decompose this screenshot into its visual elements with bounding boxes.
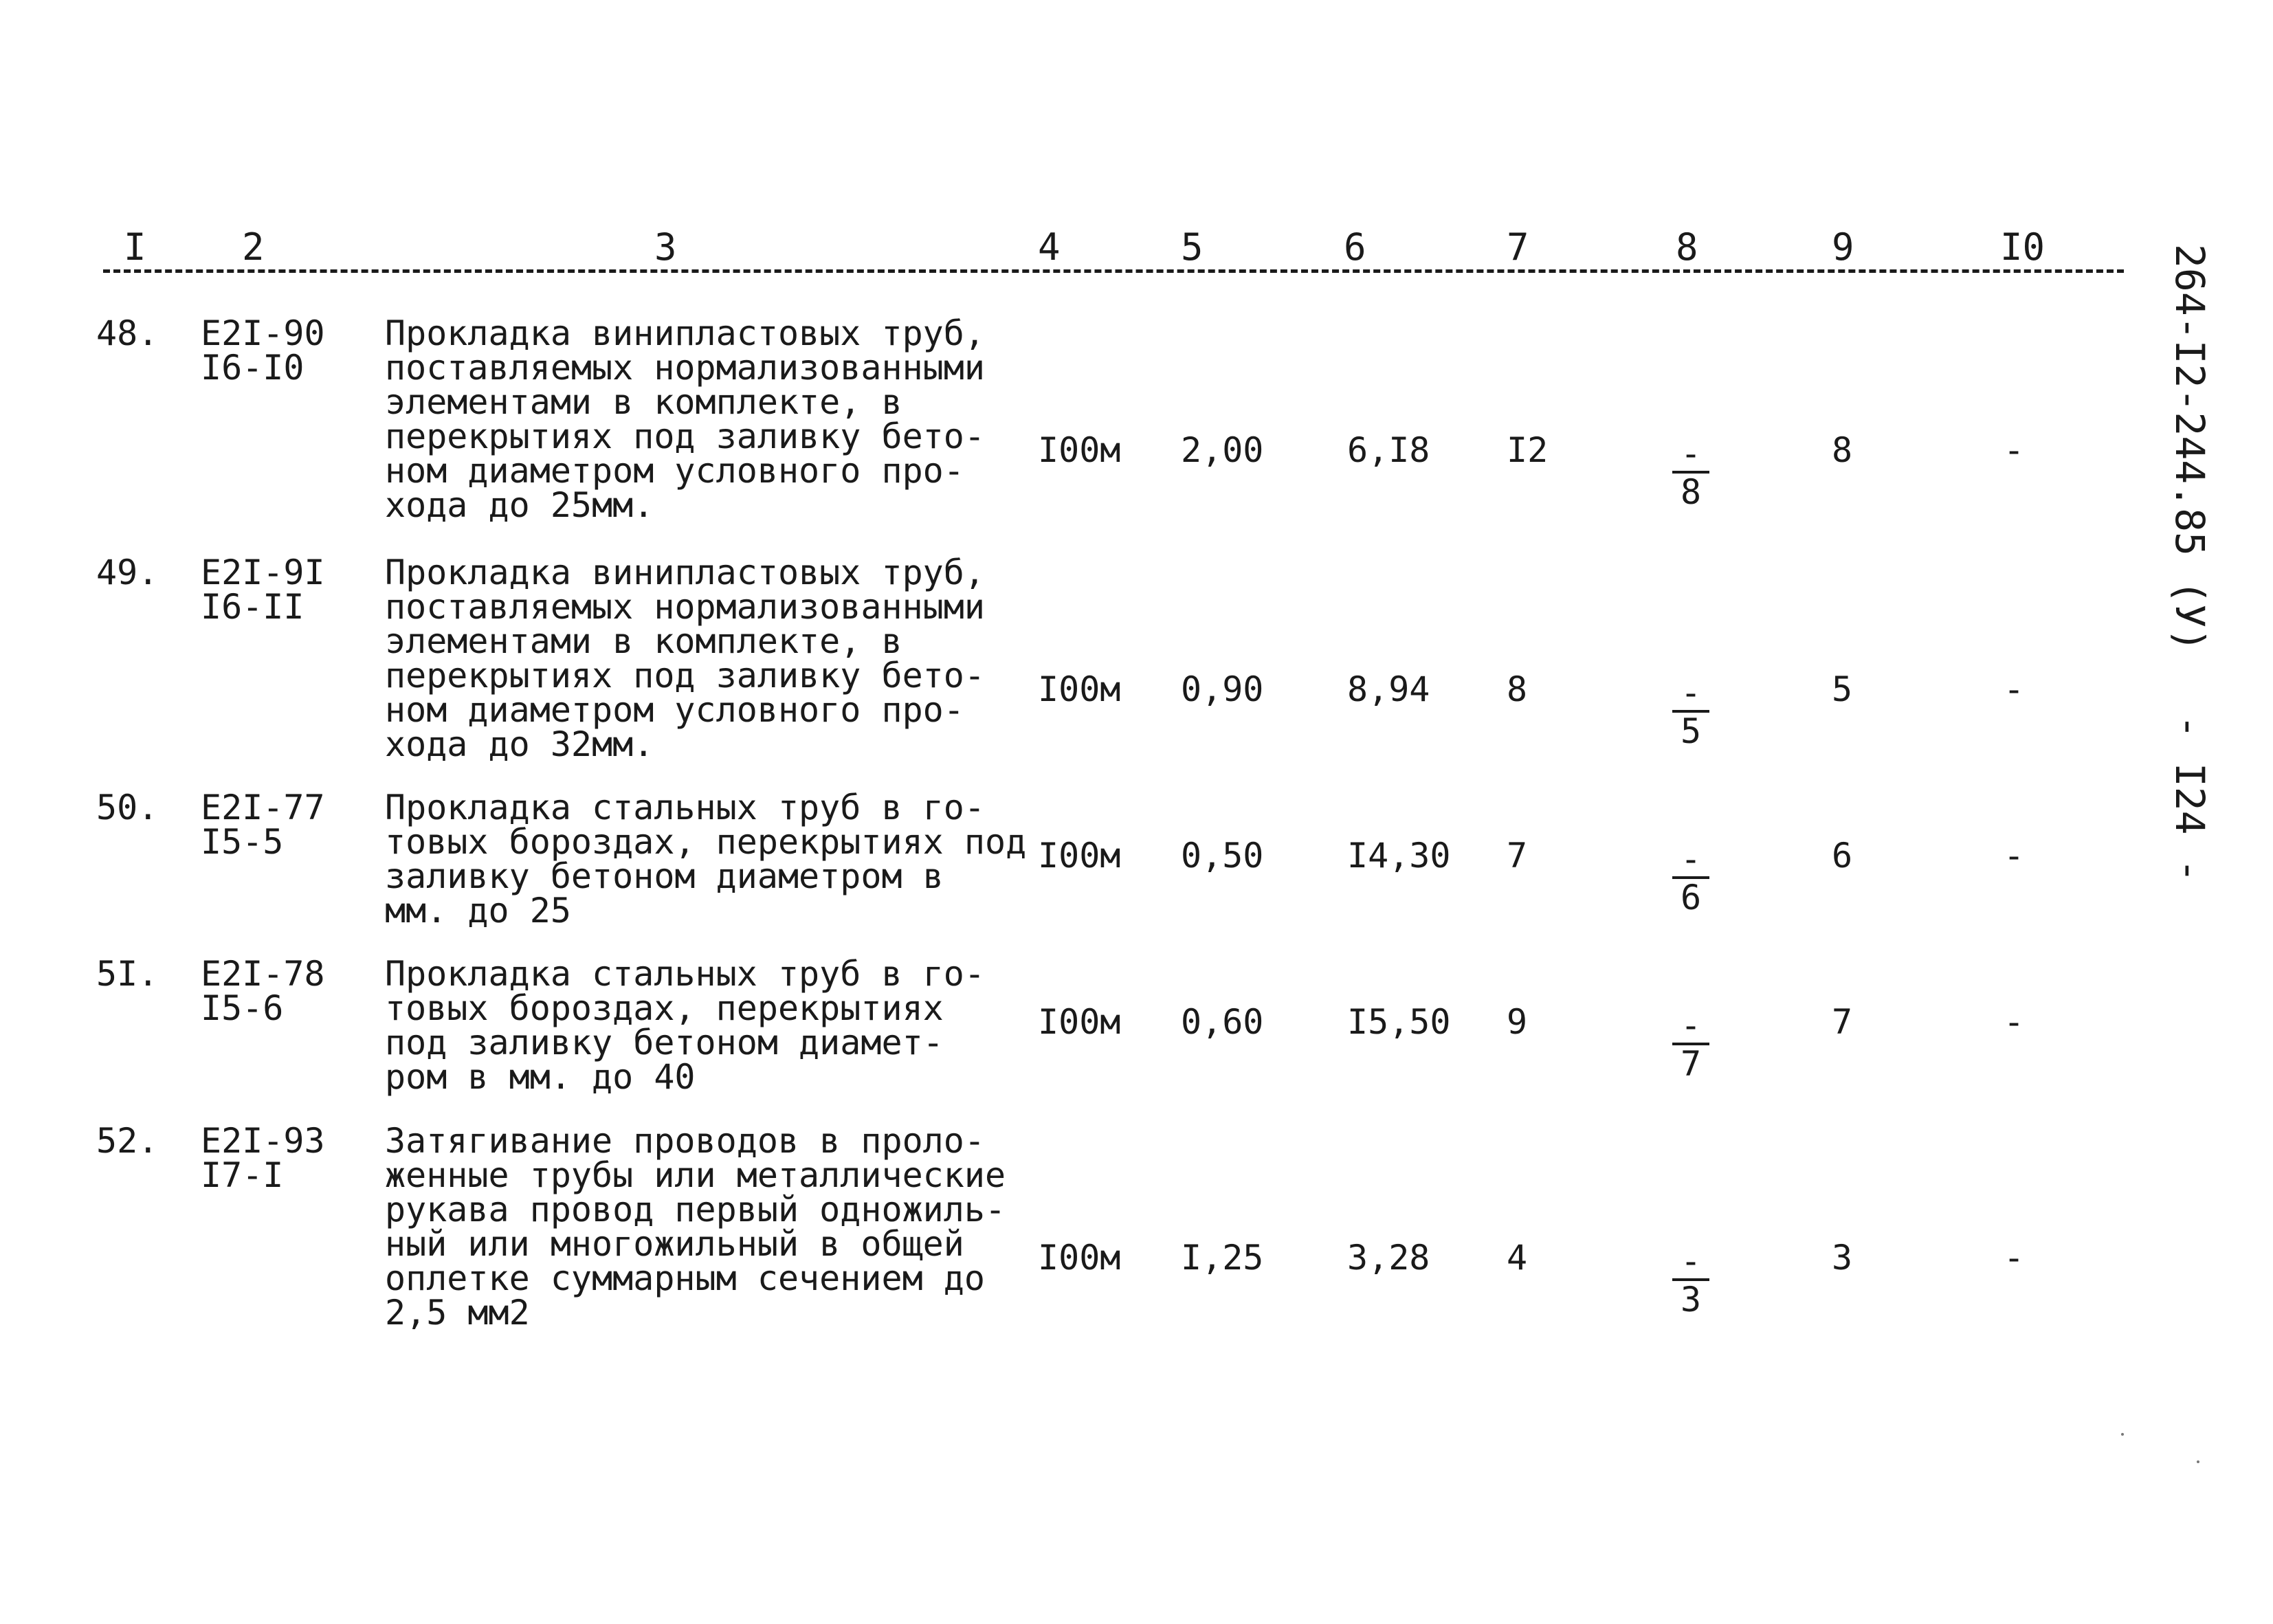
column-10-value: - (2004, 1002, 2025, 1042)
total: I2 (1507, 430, 1549, 470)
rate: I5,50 (1347, 1002, 1451, 1042)
fraction-value: - 6 (1670, 842, 1711, 916)
row-number: 5I. (96, 954, 159, 994)
total: 4 (1507, 1238, 1528, 1278)
quantity: 2,00 (1181, 430, 1264, 470)
rate: 6,I8 (1347, 430, 1430, 470)
work-description: Прокладка стальных труб в го- товых бороздах, перекрытиях под заливку бетоном диаметром в мм. до 25 (385, 788, 1027, 931)
column-10-value: - (2004, 669, 2025, 709)
total: 9 (1507, 1002, 1528, 1042)
column-9-value: 6 (1832, 836, 1853, 876)
column-10-value: - (2004, 836, 2025, 876)
quantity: I,25 (1181, 1238, 1264, 1278)
work-description: Прокладка винипластовых труб, поставляемых нормализованными элементами в комплекте, в перекрытиях под заливку бето- ном диаметром условного про- хода до 25мм. (385, 313, 985, 525)
column-header-9: 9 (1832, 225, 1854, 269)
work-description: Затягивание проводов в проло- женные трубы или металлические рукава провод первый одножиль- ный или многожильный в общей оплетке суммарным сечением до 2,5 мм2 (385, 1121, 1006, 1333)
unit: I00м (1038, 669, 1121, 709)
fraction-value: - 7 (1670, 1008, 1711, 1082)
column-9-value: 3 (1832, 1238, 1853, 1278)
quantity: 0,90 (1181, 669, 1264, 709)
row-number: 48. (96, 313, 159, 353)
column-header-6: 6 (1344, 225, 1366, 269)
column-9-value: 5 (1832, 669, 1853, 709)
norm-code: Е2I-90 I6-I0 (201, 313, 325, 388)
norm-code: Е2I-78 I5-6 (201, 954, 325, 1028)
unit: I00м (1038, 1238, 1121, 1278)
fraction-value: - 8 (1670, 436, 1711, 511)
total: 8 (1507, 669, 1528, 709)
row-number: 52. (96, 1121, 159, 1161)
header-divider (103, 269, 2124, 273)
fraction-value: - 3 (1670, 1244, 1711, 1318)
column-header-4: 4 (1038, 225, 1061, 269)
norm-code: Е2I-93 I7-I (201, 1121, 325, 1195)
unit: I00м (1038, 430, 1121, 470)
column-header-10: I0 (2000, 225, 2045, 269)
row-number: 50. (96, 788, 159, 827)
total: 7 (1507, 836, 1528, 876)
work-description: Прокладка стальных труб в го- товых бороздах, перекрытиях под заливку бетоном диамет- ром в мм. до 40 (385, 954, 985, 1097)
column-9-value: 7 (1832, 1002, 1853, 1042)
column-header-1: I (124, 225, 146, 269)
column-header-7: 7 (1507, 225, 1529, 269)
column-header-2: 2 (242, 225, 265, 269)
norm-code: Е2I-77 I5-5 (201, 788, 325, 862)
column-10-value: - (2004, 430, 2025, 470)
column-header-5: 5 (1181, 225, 1204, 269)
work-description: Прокладка винипластовых труб, поставляемых нормализованными элементами в комплекте, в перекрытиях под заливку бето- ном диаметром условного про- хода до 32мм. (385, 553, 985, 764)
page-number: - I24 - (2166, 715, 2213, 883)
fraction-value: - 5 (1670, 676, 1711, 750)
column-header-3: 3 (654, 225, 677, 269)
scan-speck (2197, 1460, 2199, 1463)
unit: I00м (1038, 836, 1121, 876)
document-code: 264-I2-244.85 (У) (2166, 244, 2213, 652)
rate: I4,30 (1347, 836, 1451, 876)
rate: 3,28 (1347, 1238, 1430, 1278)
scan-speck (2121, 1433, 2124, 1436)
unit: I00м (1038, 1002, 1121, 1042)
rate: 8,94 (1347, 669, 1430, 709)
quantity: 0,60 (1181, 1002, 1264, 1042)
column-9-value: 8 (1832, 430, 1853, 470)
quantity: 0,50 (1181, 836, 1264, 876)
column-10-value: - (2004, 1238, 2025, 1278)
norm-code: Е2I-9I I6-II (201, 553, 325, 627)
row-number: 49. (96, 553, 159, 592)
column-header-8: 8 (1676, 225, 1698, 269)
